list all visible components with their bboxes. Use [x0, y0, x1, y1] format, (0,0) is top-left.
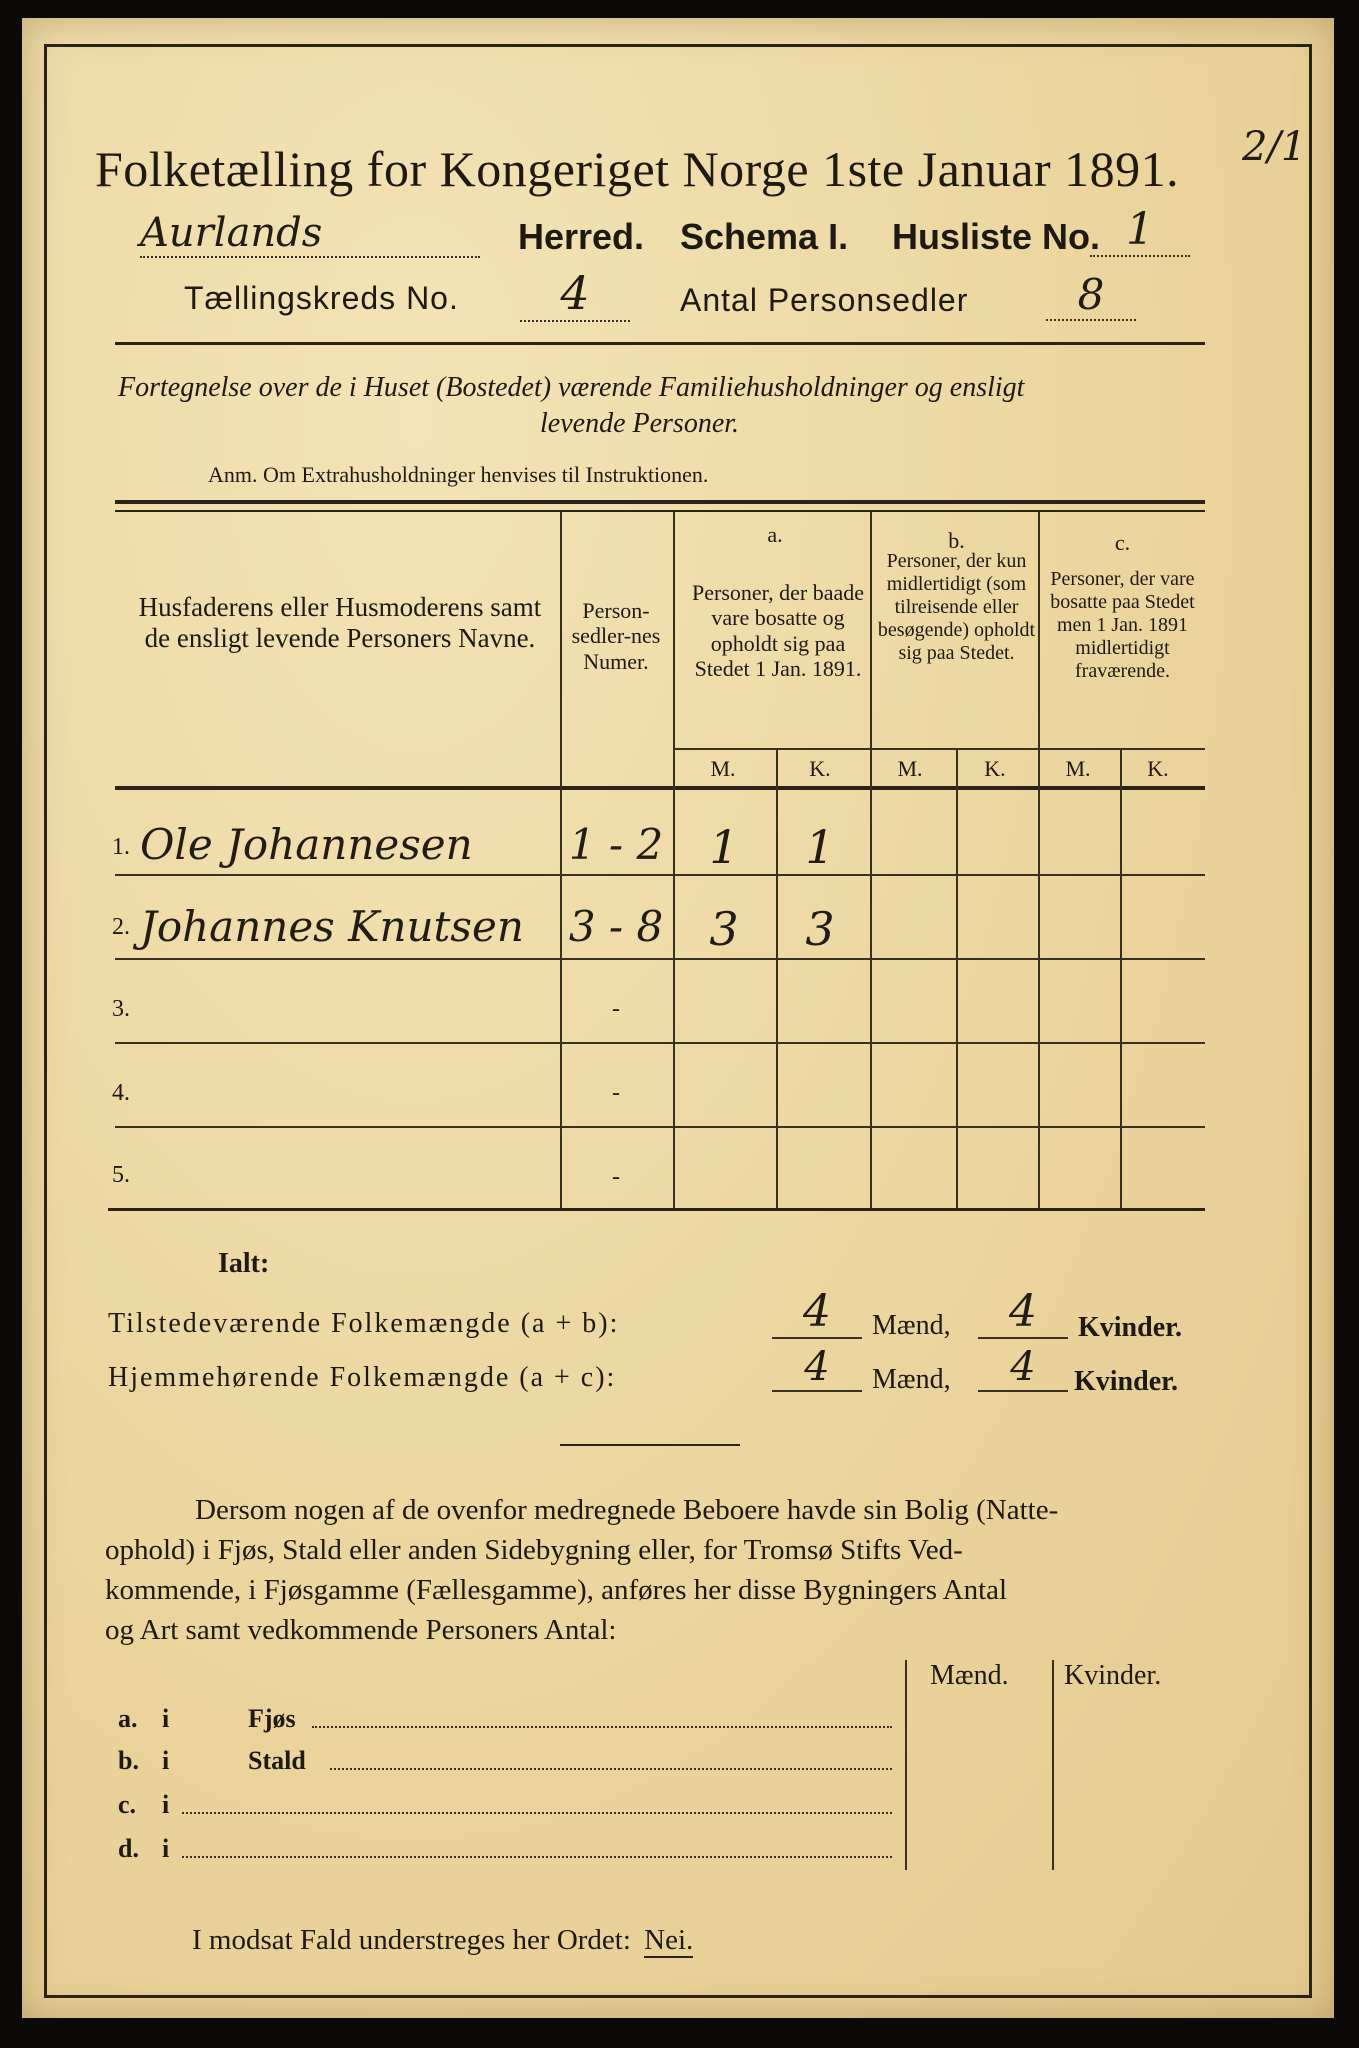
corner-mark: 2/1 — [1242, 124, 1307, 170]
vline-ab — [870, 512, 872, 1208]
tilst-maend: Mænd, — [872, 1310, 951, 1341]
c-k-label: K. — [1147, 756, 1169, 781]
row-line-3 — [115, 1042, 1205, 1044]
table-top-rule — [115, 500, 1205, 504]
closing-prefix: I modsat Fald understreges her Ordet: — [192, 1924, 631, 1956]
footer-para-2: ophold) i Fjøs, Stald eller anden Sidebygning eller, for Tromsø Stifts Ved- — [105, 1534, 963, 1566]
hjem-label: Hjemmehørende Folkemængde (a + c): — [108, 1362, 617, 1393]
a-k-label: K. — [809, 756, 831, 781]
husliste-label: Husliste No. — [892, 216, 1101, 257]
header-bottom-rule — [115, 786, 1205, 790]
item-b-i: i — [162, 1746, 170, 1775]
footer-col-kvinder: Kvinder. — [1064, 1660, 1162, 1691]
b-m-label: M. — [897, 756, 923, 781]
item-c-dots — [182, 1812, 892, 1814]
herred-field — [140, 210, 510, 262]
col-b-letter: b. — [948, 528, 965, 553]
row-2-name: Johannes Knutsen — [140, 902, 524, 951]
vline-b — [956, 748, 958, 1208]
row-line-4 — [115, 1126, 1205, 1128]
b-k-label: K. — [984, 756, 1006, 781]
item-d-dots — [182, 1856, 892, 1858]
footer-vline-1 — [905, 1660, 907, 1870]
col-a-letter: a. — [767, 522, 783, 547]
footer-vline-2 — [1052, 1660, 1054, 1870]
item-b-dots — [330, 1768, 892, 1770]
item-d-i: i — [162, 1834, 170, 1863]
antal-label: Antal Personsedler — [680, 282, 969, 318]
tilst-m-value: 4 — [772, 1286, 862, 1339]
row-1-a-k: 1 — [805, 820, 835, 874]
item-b-letter: b. — [118, 1746, 139, 1775]
row-4-num: 4. — [112, 1080, 130, 1106]
row-line-2 — [115, 958, 1205, 960]
c-m-label: M. — [1065, 756, 1091, 781]
row-1-name: Ole Johannesen — [140, 820, 473, 869]
item-a-dots — [312, 1726, 892, 1728]
table-bottom-rule — [108, 1208, 1205, 1211]
item-a-i: i — [162, 1704, 170, 1733]
antal-value: 8 — [1046, 270, 1136, 321]
row-2-nr: 3 - 8 — [568, 902, 664, 951]
anm-note: Anm. Om Extrahusholdninger henvises til Instruktionen. — [208, 462, 709, 487]
col-b-header: Personer, der kun midlertidigt (som tilreisende eller besøgende) opholdt sig paa Stedet. — [877, 550, 1036, 664]
col-a-header: Personer, der baade vare bosatte og opholdt sig paa Stedet 1 Jan. 1891. — [692, 580, 864, 681]
hjem-k-value: 4 — [978, 1344, 1068, 1392]
closing-word: Nei. — [644, 1924, 694, 1956]
row-4-nr: - — [612, 1080, 620, 1106]
footer-para-3: kommende, i Fjøsgamme (Fællesgamme), anføres her disse Bygningers Antal — [105, 1574, 1008, 1606]
item-a-letter: a. — [118, 1704, 138, 1733]
hjem-m-value: 4 — [772, 1344, 862, 1392]
item-c-i: i — [162, 1790, 170, 1819]
row-5-num: 5. — [112, 1162, 130, 1188]
kreds-value: 4 — [520, 266, 630, 322]
herred-label: Herred. — [518, 216, 645, 257]
row-1-a-m: 1 — [709, 820, 739, 874]
a-m-label: M. — [710, 756, 736, 781]
row-2-a-k: 3 — [805, 902, 835, 956]
row-1-num: 1. — [112, 834, 130, 860]
row-2-num: 2. — [112, 914, 130, 940]
row-1-nr: 1 - 2 — [568, 820, 664, 869]
ialt-label: Ialt: — [218, 1248, 270, 1279]
col-c-header: Personer, der vare bosatte paa Stedet men 1 Jan. 1891 midlertidigt fraværende. — [1050, 568, 1195, 682]
vline-nr — [673, 512, 675, 1208]
hjem-maend: Mænd, — [872, 1364, 951, 1395]
footer-para-1: Dersom nogen af de ovenfor medregnede Beboere havde sin Bolig (Natte- — [195, 1494, 1059, 1526]
row-line-1 — [115, 874, 1205, 876]
vline-c — [1120, 748, 1122, 1208]
row-2-a-m: 3 — [709, 902, 739, 956]
hjem-kvinder: Kvinder. — [1074, 1366, 1178, 1397]
col-nr-header: Person-sedler-nes Numer. — [571, 598, 661, 674]
table-top-rule-2 — [115, 510, 1205, 512]
tilst-label: Tilstedeværende Folkemængde (a + b): — [108, 1308, 620, 1339]
item-a-label: Fjøs — [248, 1704, 296, 1733]
vline-a — [776, 748, 778, 1208]
intro-line-2: levende Personer. — [540, 408, 740, 439]
vline-bc — [1038, 512, 1040, 1208]
row-5-nr: - — [612, 1164, 620, 1190]
husliste-value: 1 — [1090, 204, 1190, 257]
form-title: Folketælling for Kongeriget Norge 1ste Januar 1891. — [95, 141, 1180, 197]
census-form-page — [22, 18, 1334, 2018]
herred-value: Aurlands — [140, 210, 480, 258]
closing-line — [192, 1924, 693, 1957]
tilst-kvinder: Kvinder. — [1078, 1312, 1182, 1343]
separator-rule — [560, 1444, 740, 1446]
row-3-nr: - — [612, 996, 620, 1022]
footer-col-maend: Mænd. — [930, 1660, 1009, 1691]
intro-line-1: Fortegnelse over de i Huset (Bostedet) værende Familiehusholdninger og ensligt — [118, 372, 1025, 403]
kreds-label: Tællingskreds No. — [184, 280, 459, 316]
mk-top-line — [673, 748, 1205, 750]
schema-label: Schema I. — [680, 216, 849, 257]
item-b-label: Stald — [248, 1746, 306, 1775]
header-rule — [115, 342, 1205, 345]
tilst-k-value: 4 — [978, 1286, 1068, 1339]
vline-name — [560, 512, 562, 1208]
col-name-header: Husfaderens eller Husmoderens samt de ensligt levende Personers Navne. — [138, 592, 542, 654]
footer-para-4: og Art samt vedkommende Personers Antal: — [105, 1614, 617, 1646]
item-c-letter: c. — [118, 1790, 137, 1819]
row-3-num: 3. — [112, 996, 130, 1022]
item-d-letter: d. — [118, 1834, 139, 1863]
col-c-letter: c. — [1114, 530, 1131, 555]
